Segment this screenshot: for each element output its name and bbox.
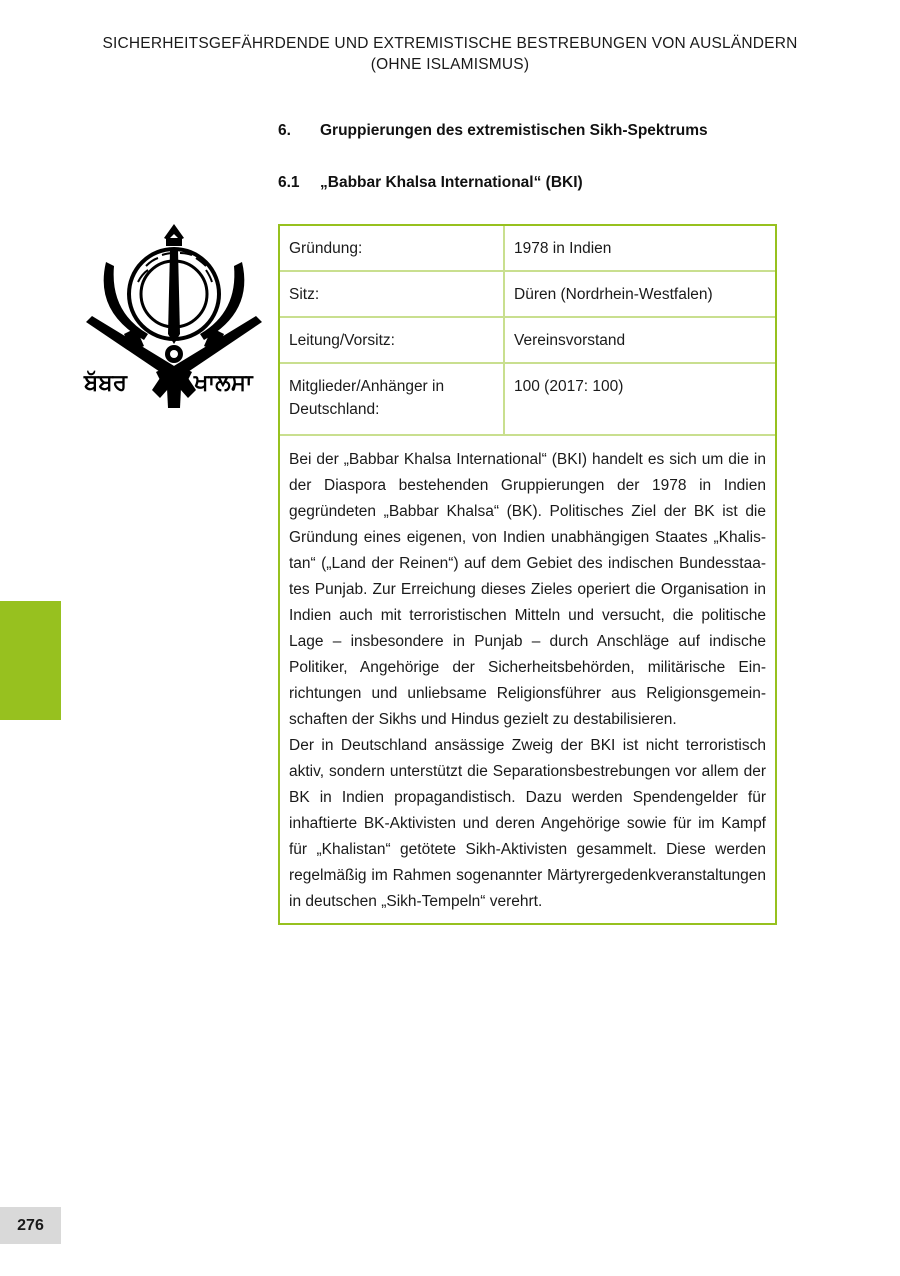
body-paragraph-1: Bei der „Babbar Khalsa International“ (BKI) handelt es sich um die in der Diaspora bestehenden Gruppierungen der 1978 in Indien gegründeten „Babbar Khalsa“ (BK). Politisches Ziel der BK ist die Gründung eines eigenen, von Indien unabhängigen Staates „Khalistan“ („Land der Reinen“) auf dem Gebiet des indischen Bundesstaates Punjab. Zur Erreichung dieses Zieles operiert die Organisation in Indien auch mit terroristischen Mitteln und versucht, die politische Lage – insbesondere in Punjab – durch Anschläge auf indische Politiker, Angehörige der Sicherheitsbehörden, militärische Einrichtungen und unliebsame Religionsführer aus Religionsgemeinschaften der Sikhs und Hindus gezielt zu destabilisieren. — [289, 451, 766, 728]
running-header-line-2: (OHNE ISLAMISMUS) — [370, 56, 530, 73]
running-header — [0, 33, 900, 75]
fact-label: Leitung/Vorsitz: — [280, 318, 505, 362]
fact-label: Gründung: — [280, 226, 505, 270]
chapter-marker-tab — [0, 601, 61, 720]
fact-value: Düren (Nordrhein-Westfalen) — [514, 286, 713, 303]
fact-row-members — [280, 364, 775, 436]
fact-row-founding — [280, 226, 775, 272]
subsection-title: „Babbar Khalsa International“ (BKI) — [320, 174, 583, 191]
fact-value: Vereinsvorstand — [514, 332, 626, 349]
fact-label: Sitz: — [280, 272, 505, 316]
subsection-number: 6.1 — [278, 174, 300, 191]
fact-label: Mitglieder/Anhänger in Deutschland: — [280, 364, 505, 434]
logo-word-left: ਬੱਬਰ — [84, 370, 127, 396]
body-text — [280, 436, 775, 923]
section-title: Gruppierungen des extremistischen Sikh-Spektrums — [320, 122, 708, 139]
fact-value: 1978 in Indien — [514, 240, 612, 257]
fact-row-leadership — [280, 318, 775, 364]
fact-row-seat — [280, 272, 775, 318]
logo-word-right: ਖਾਲਸਾ — [194, 370, 253, 396]
section-heading — [278, 122, 708, 140]
running-header-line-1: SICHERHEITSGEFÄHRDENDE UND EXTREMISTISCHE BESTREBUNGEN VON AUSLÄNDERN — [102, 35, 798, 52]
fact-value: 100 (2017: 100) — [514, 378, 624, 395]
body-paragraph-2: Der in Deutschland ansässige Zweig der BKI ist nicht terroristisch aktiv, sondern unterstützt die Separationsbestrebungen vor allem der BK in Indien propagandistisch. Dazu werden Spendengelder für inhaftierte BK-Aktivisten und deren Angehörige sowie für im Kampf für „Khalistan“ getötete Sikh-Aktivisten gesammelt. Diese werden regelmäßig im Rahmen sogenannter Märtyrergedenkveranstaltungen in deutschen „Sikh-Tempeln“ verehrt. — [289, 737, 766, 910]
fact-box — [278, 224, 777, 925]
page-number: 276 — [0, 1207, 61, 1244]
subsection-heading — [278, 174, 583, 192]
section-number: 6. — [278, 122, 291, 139]
